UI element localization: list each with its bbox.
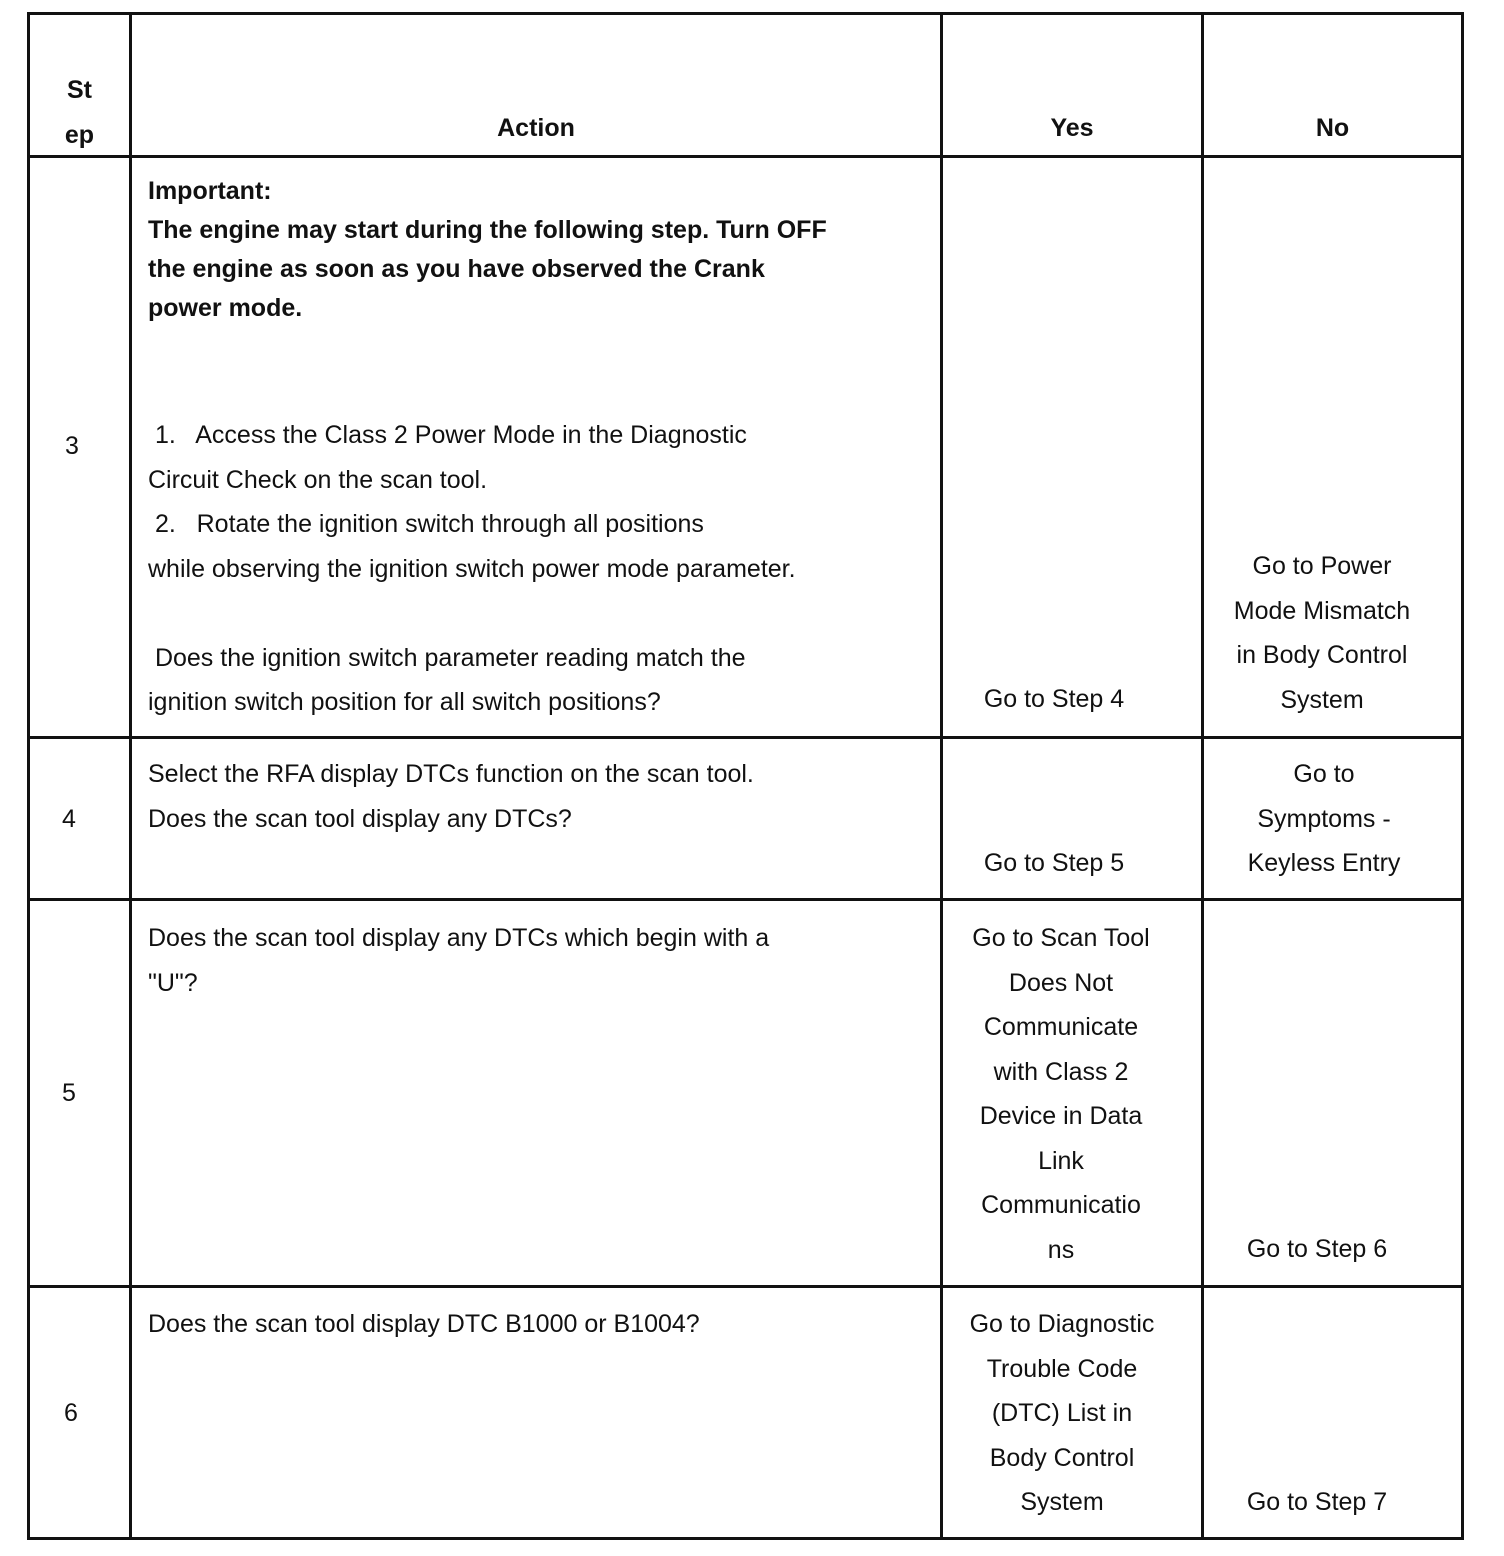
header-action: Action [497,114,575,142]
row-divider [27,736,1464,739]
no-result: Go to Step 7 [1246,1488,1388,1516]
no-result: Go to Step 6 [1246,1235,1388,1263]
step-number: 4 [62,805,76,833]
no-result: Go to Power Mode Mismatch in Body Control System [1233,552,1411,714]
action-text: Select the RFA display DTCs function on the scan tool. Does the scan tool display any DTCs? [148,760,754,833]
step-number: 6 [64,1399,78,1427]
action-text: Does the scan tool display any DTCs which begin with a "U"? [148,924,770,997]
header-no: No [1315,114,1350,142]
yes-result: Go to Scan Tool Does Not Communicate with Class 2 Device in Data Link Communicatio ns [972,924,1150,1264]
no-result: Go to Symptoms - Keyless Entry [1247,760,1401,877]
yes-result: Go to Step 4 [983,685,1125,713]
action-text: 1. Access the Class 2 Power Mode in the Diagnostic Circuit Check on the scan tool. 2. Rotate the ignition switch through all positions while observing the ignition switch power mode parameter. Does the ignition switch parameter reading match the ignition switch position for all switch positions? [148,421,796,716]
header-step: St ep [64,76,95,149]
table-border-left [27,12,30,1540]
table-border-right [1461,12,1464,1540]
action-text: Does the scan tool display DTC B1000 or B1004? [148,1310,700,1338]
yes-result: Go to Diagnostic Trouble Code (DTC) List in Body Control System [969,1310,1155,1516]
header-divider [27,155,1464,158]
column-divider [129,12,132,1540]
table-border-bottom [27,1537,1464,1540]
row-divider [27,898,1464,901]
yes-result: Go to Step 5 [983,849,1125,877]
header-yes: Yes [1050,114,1094,142]
step-number: 5 [62,1079,76,1107]
row-divider [27,1285,1464,1288]
step-number: 3 [65,432,79,460]
table-border-top [27,12,1464,15]
important-note: Important: The engine may start during the following step. Turn OFF the engine as soon as you have observed the Crank power mode. [148,177,827,322]
